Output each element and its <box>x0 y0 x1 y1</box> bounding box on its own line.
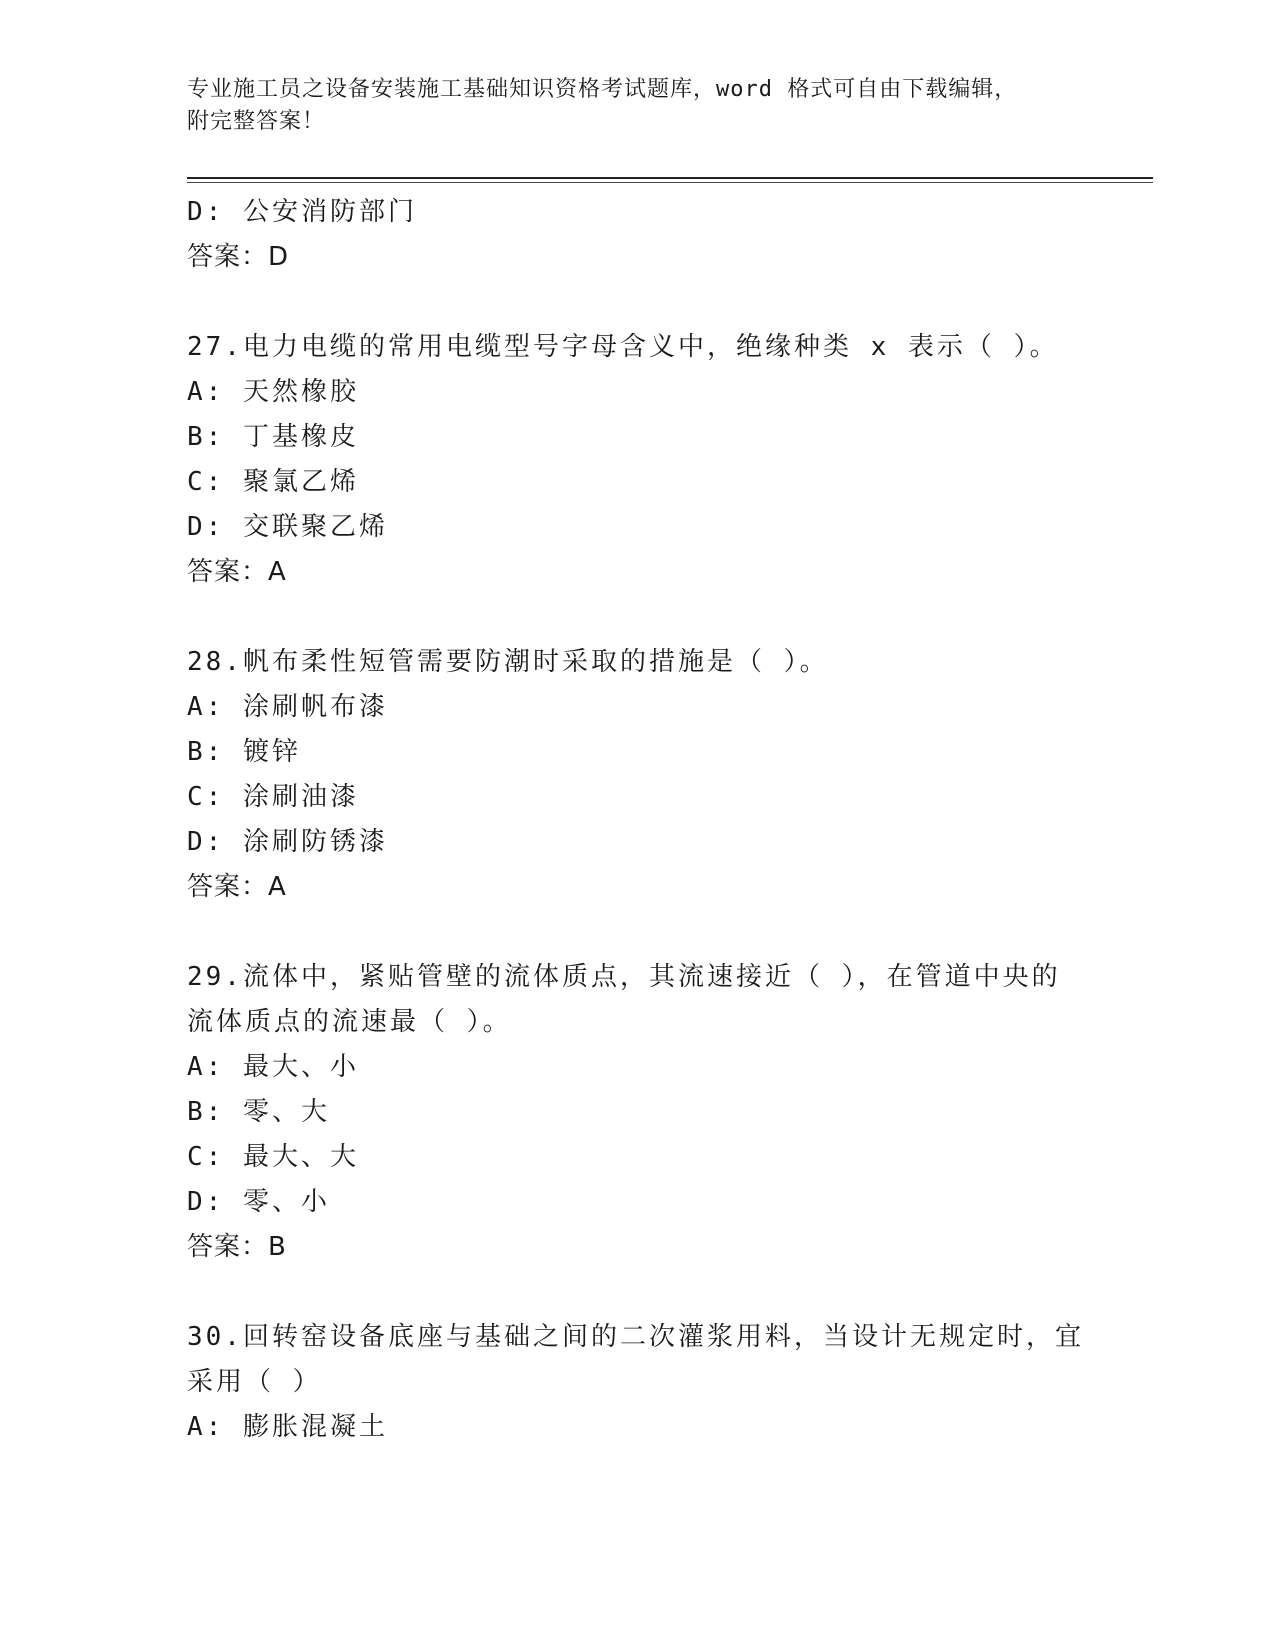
question-stem: 27.电力电缆的常用电缆型号字母含义中，绝缘种类 x 表示（ ）。 <box>187 332 1059 362</box>
spacer <box>187 1270 1087 1315</box>
option-b: B: 镀锌 <box>187 737 301 767</box>
option-c: C: 涂刷油漆 <box>187 782 359 812</box>
answer-line: 答案：D <box>187 242 290 272</box>
option-a: A: 天然橡胶 <box>187 377 359 407</box>
header-divider-thick <box>187 177 1153 179</box>
spacer <box>187 910 1087 955</box>
option-b: B: 零、大 <box>187 1097 330 1127</box>
option-c: C: 聚氯乙烯 <box>187 467 359 497</box>
question-stem-continued: 采用（ ） <box>187 1367 322 1397</box>
question-stem-continued: 流体质点的流速最（ ）。 <box>187 1007 512 1037</box>
option-a: A: 涂刷帆布漆 <box>187 692 388 722</box>
option-d: D: 公安消防部门 <box>187 197 417 227</box>
spacer <box>187 280 1087 325</box>
answer-line: 答案：B <box>187 1232 287 1262</box>
header-line-1: 专业施工员之设备安装施工基础知识资格考试题库，word 格式可自由下载编辑， <box>187 77 1018 102</box>
option-d: D: 零、小 <box>187 1187 330 1217</box>
answer-line: 答案：A <box>187 872 287 902</box>
option-a: A: 膨胀混凝土 <box>187 1412 388 1442</box>
document-header <box>187 74 1087 138</box>
option-c: C: 最大、大 <box>187 1142 359 1172</box>
option-a: A: 最大、小 <box>187 1052 359 1082</box>
question-stem: 29.流体中，紧贴管壁的流体质点，其流速接近（ ），在管道中央的 <box>187 962 1061 992</box>
question-stem: 28.帆布柔性短管需要防潮时采取的措施是（ ）。 <box>187 647 829 677</box>
option-d: D: 涂刷防锈漆 <box>187 827 388 857</box>
question-stem: 30.回转窑设备底座与基础之间的二次灌浆用料，当设计无规定时，宜 <box>187 1322 1084 1352</box>
option-d: D: 交联聚乙烯 <box>187 512 388 542</box>
option-b: B: 丁基橡皮 <box>187 422 359 452</box>
header-line-2: 附完整答案！ <box>187 109 326 134</box>
spacer <box>187 595 1087 640</box>
question-list <box>187 190 1087 1450</box>
header-divider-thin <box>187 182 1153 183</box>
answer-line: 答案：A <box>187 557 287 587</box>
